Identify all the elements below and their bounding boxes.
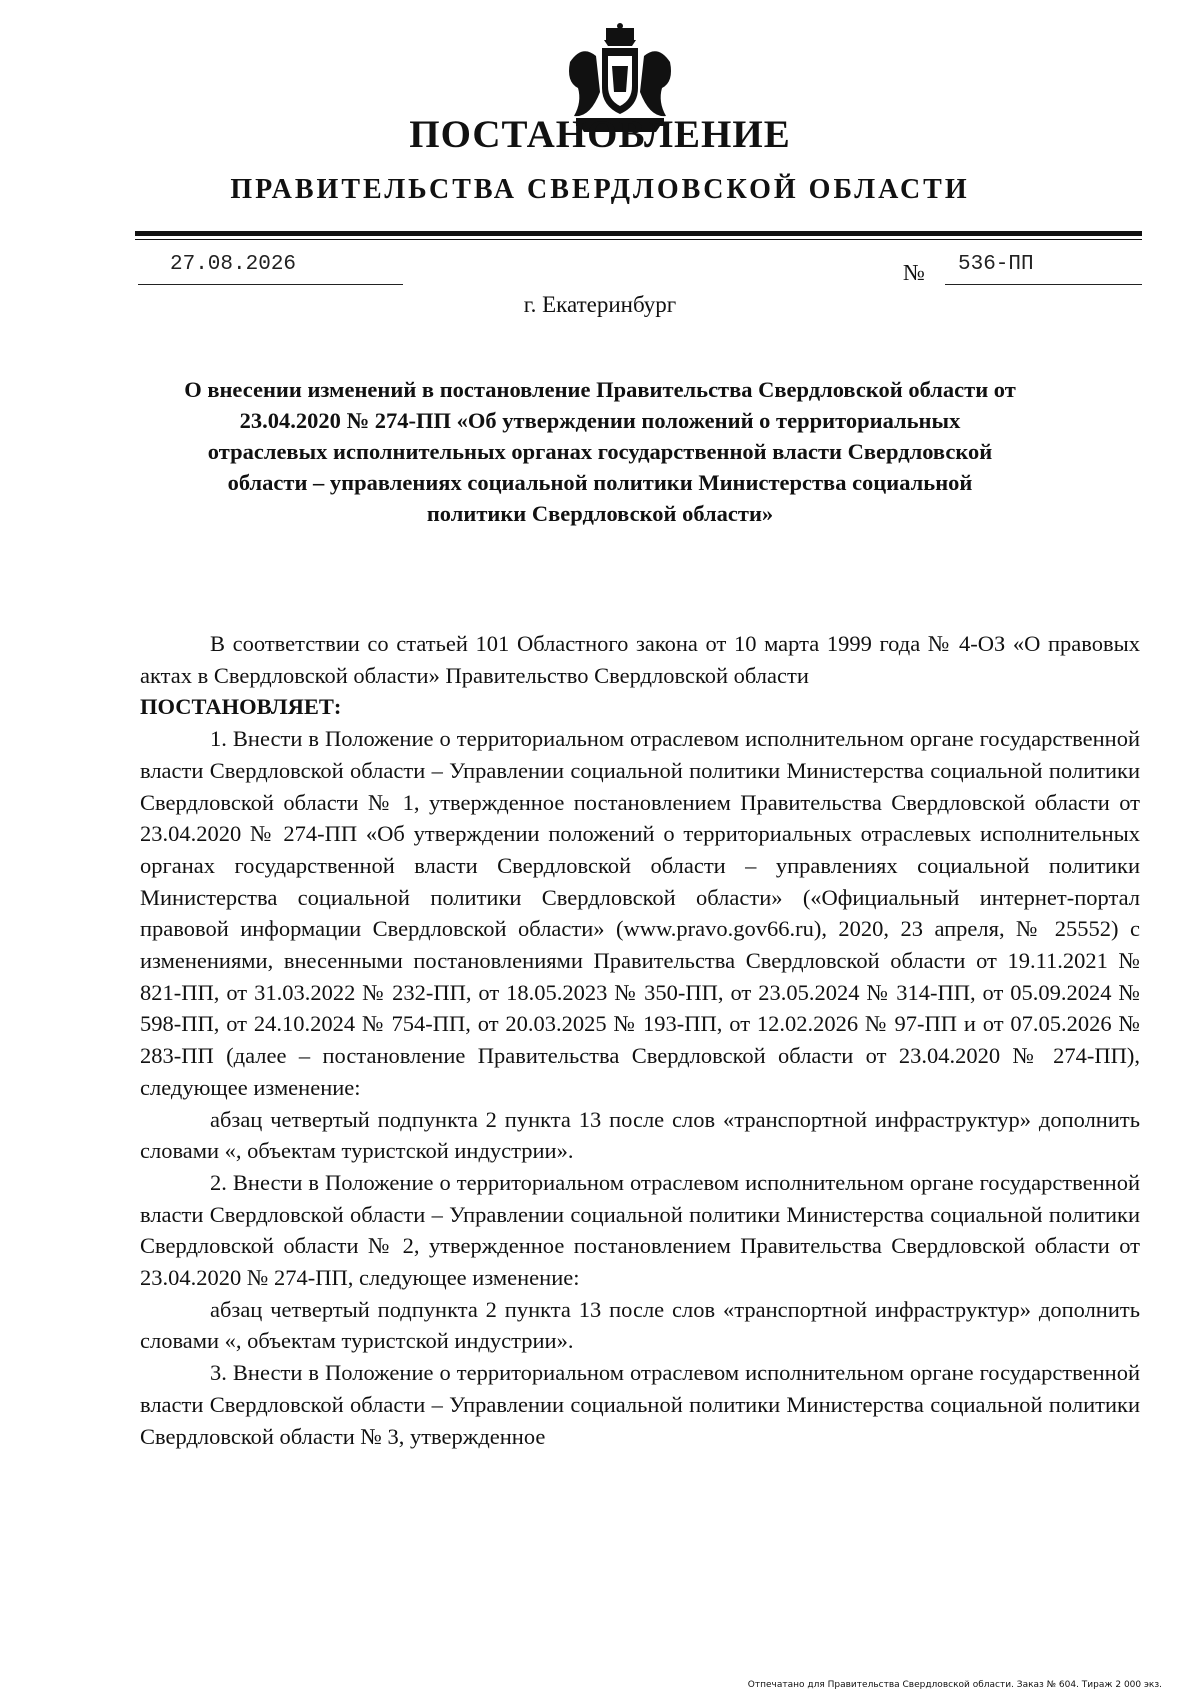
number-underline	[945, 284, 1142, 285]
number-sign: №	[903, 260, 925, 285]
header-divider-thick	[135, 231, 1142, 236]
header-divider-thin	[135, 239, 1142, 240]
resolves-heading: ПОСТАНОВЛЯЕТ:	[140, 694, 342, 720]
item-2-change-paragraph: абзац четвертый подпункта 2 пункта 13 после слов «транспортной инфраструктур» дополнить словами «, объектам туристской индустрии».	[140, 1296, 1140, 1354]
document-number: 536-ПП	[958, 253, 1034, 276]
item-2-paragraph: 2. Внести в Положение о территориальном отраслевом исполнительном органе государственной власти Свердловской области – Управлении социальной политики Министерства социальной политики Свердловской области № 2, утвержденное постановлением Правительства Свердловской области от 23.04.2020 № 274-ПП, следующее изменение:	[140, 1169, 1140, 1291]
date-underline	[138, 284, 403, 285]
preamble-paragraph: В соответствии со статьей 101 Областного закона от 10 марта 1999 года № 4-ОЗ «О правовых актах в Свердловской области» Правительство Свердловской области	[140, 631, 1140, 688]
print-footer: Отпечатано для Правительства Свердловской области. Заказ № 604. Тираж 2 000 экз.	[747, 1680, 1162, 1690]
city-line: г. Екатеринбург	[523, 292, 677, 317]
document-type-heading: ПОСТАНОВЛЕНИЕ	[409, 113, 791, 156]
document-body	[140, 628, 1140, 1452]
item-1-paragraph: 1. Внести в Положение о территориальном отраслевом исполнительном органе государственной власти Свердловской области – Управлении социальной политики Министерства социальной политики Свердловской области № 1, утвержденное постановлением Правительства Свердловской области от 23.04.2020 № 274-ПП «Об утверждении положений о территориальных отраслевых исполнительных органах государственной власти Свердловской области – управлениях социальной политики Министерства социальной политики Свердловской области» («Официальный интернет-портал правовой информации Свердловской области» (www.pravo.gov66.ru), 2020, 23 апреля, № 25552) с изменениями, внесенными постановлениями Правительства Свердловской области от 19.11.2021 № 821-ПП, от 31.03.2022 № 232-ПП, от 18.05.2023 № 350-ПП, от 23.05.2024 № 314-ПП, от 05.09.2024 № 598-ПП, от 24.10.2024 № 754-ПП, от 20.03.2025 № 193-ПП, от 12.02.2026 № 97-ПП и от 07.05.2026 № 283-ПП (далее – постановление Правительства Свердловской области от 23.04.2020 № 274-ПП), следующее изменение:	[140, 726, 1140, 1100]
item-1-change-paragraph: абзац четвертый подпункта 2 пункта 13 после слов «транспортной инфраструктур» дополнить словами «, объектам туристской индустрии».	[140, 1106, 1140, 1164]
document-title: О внесении изменений в постановление Правительства Свердловской области от 23.04.2020 № 274-ПП «Об утверждении положений о территориальных отраслевых исполнительных органах государственной власти Свердловской области – управлениях социальной политики Министерства социальной политики Свердловской области»	[184, 377, 1016, 526]
document-date: 27.08.2026	[170, 253, 297, 276]
item-3-paragraph: 3. Внести в Положение о территориальном отраслевом исполнительном органе государственной власти Свердловской области – Управлении социальной политики Министерства социальной политики Свердловской области № 3, утвержденное	[140, 1360, 1140, 1449]
issuer-heading: ПРАВИТЕЛЬСТВА СВЕРДЛОВСКОЙ ОБЛАСТИ	[230, 174, 970, 205]
